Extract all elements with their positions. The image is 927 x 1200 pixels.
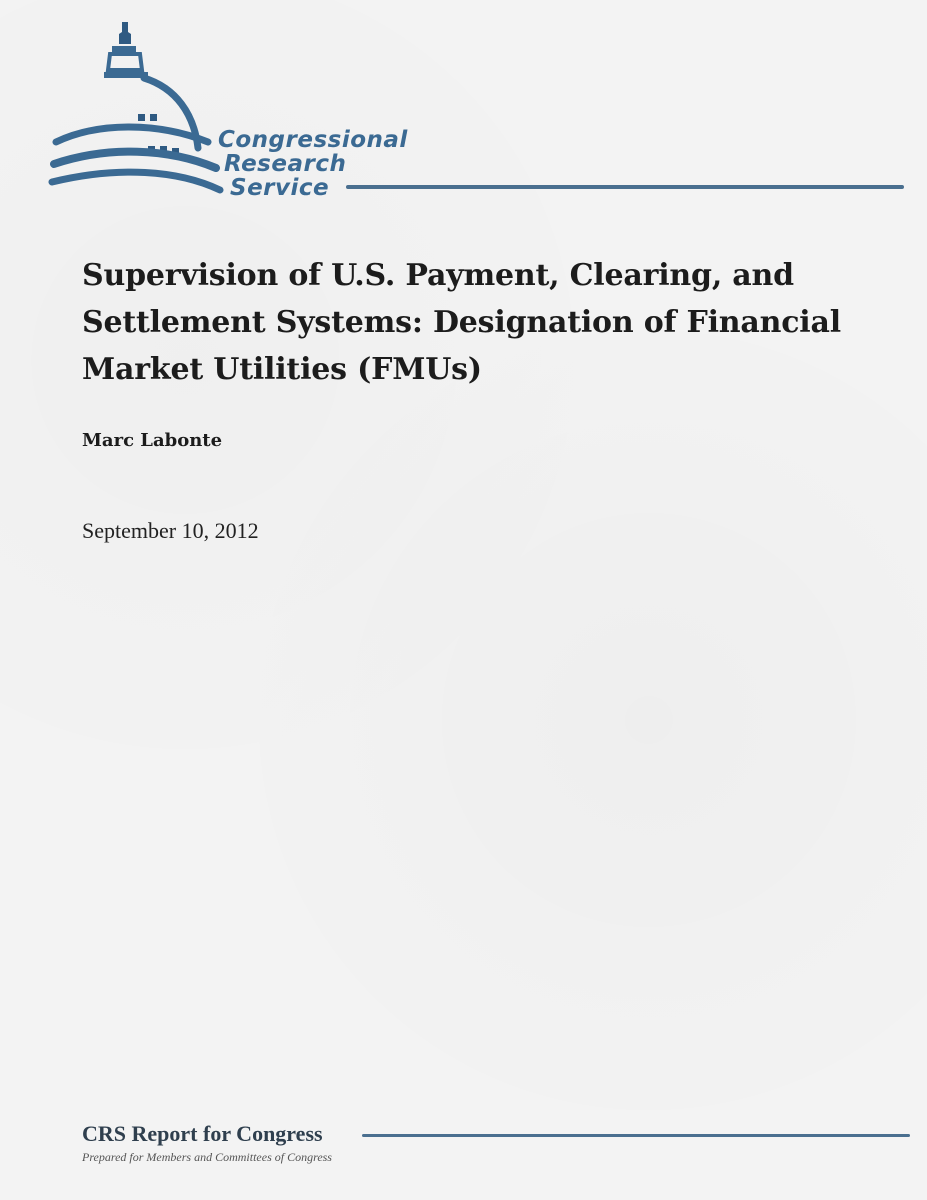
- organization-wordmark: [218, 128, 408, 200]
- report-author: Marc Labonte: [82, 430, 223, 451]
- footer-divider: [362, 1134, 910, 1137]
- report-title-line3: Market Utilities (FMUs): [82, 352, 482, 387]
- footer-series-title: CRS Report for Congress: [82, 1121, 323, 1146]
- report-title-line1: Supervision of U.S. Payment, Clearing, and: [82, 258, 794, 293]
- org-name-line1: Congressional: [218, 127, 408, 153]
- report-title: [82, 252, 882, 393]
- org-name-line2: Research: [224, 151, 347, 177]
- report-date: September 10, 2012: [82, 518, 259, 543]
- header-divider: [346, 185, 904, 189]
- capitol-dome-icon: [48, 18, 228, 198]
- org-name-line3: Service: [230, 175, 330, 201]
- report-title-line2: Settlement Systems: Designation of Financial: [82, 305, 841, 340]
- footer-subtitle: Prepared for Members and Committees of Congress: [82, 1150, 332, 1164]
